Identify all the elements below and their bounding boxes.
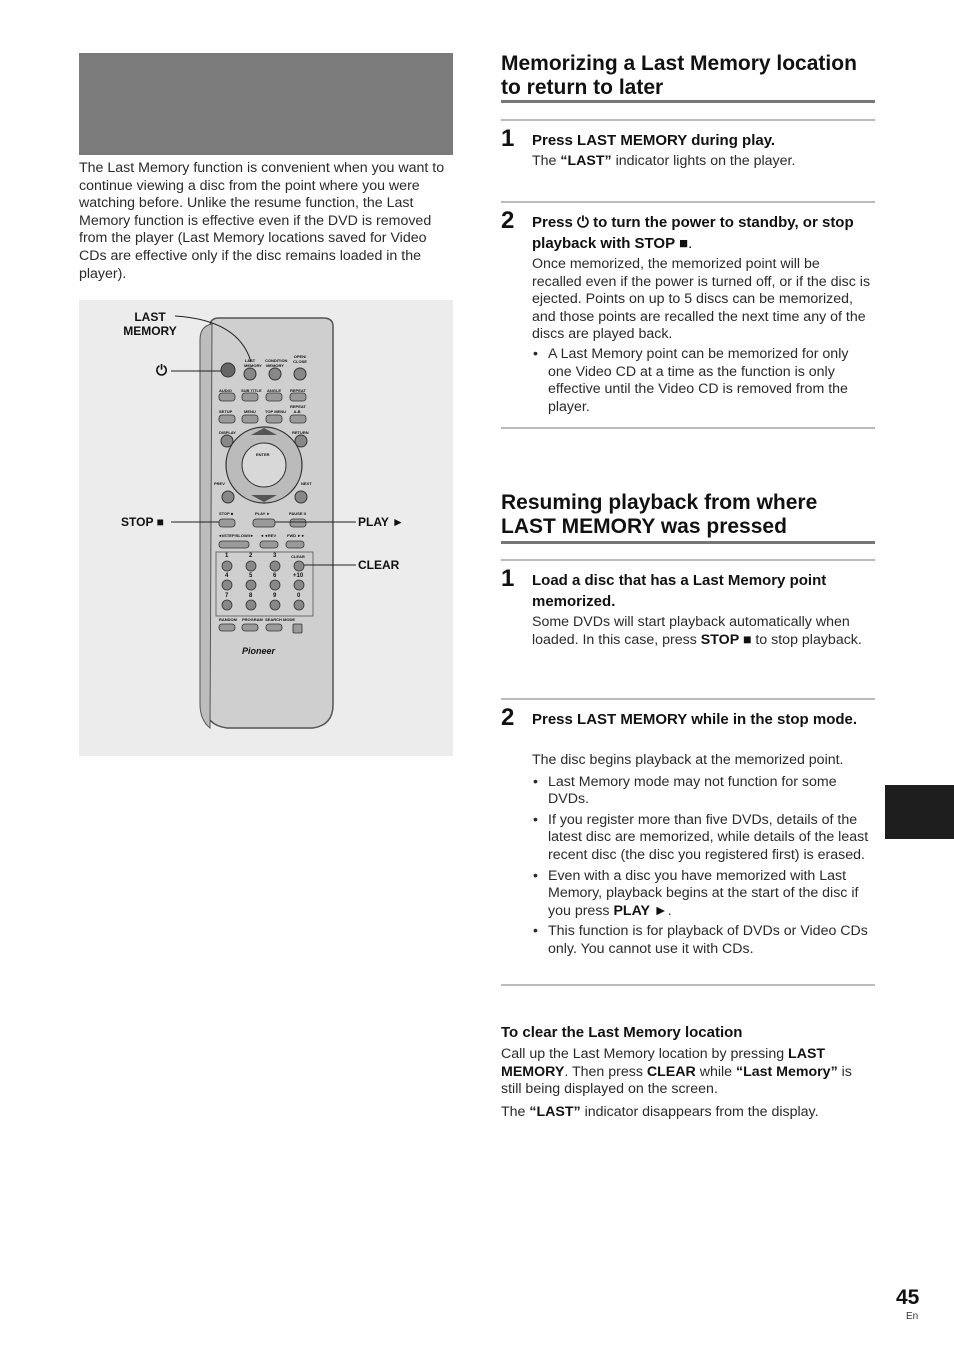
remote-key-9: 9 xyxy=(273,593,277,599)
page-number: 45 xyxy=(896,1286,920,1309)
remote-key-plus10: +10 xyxy=(293,573,304,579)
clear-section-paragraph-2: The “LAST” indicator disappears from the display. xyxy=(501,1104,819,1120)
remote-key-2: 2 xyxy=(249,553,253,559)
page-language: En xyxy=(906,1311,919,1322)
callout-play: PLAY ► xyxy=(358,515,404,529)
remote-label-top-menu: TOP MENU xyxy=(265,409,286,414)
remote-label-condition-memory: CONDITION MEMORY xyxy=(265,358,288,368)
clear-section-paragraph-1: Call up the Last Memory location by pressing LAST MEMORY. Then press CLEAR while “Last Memory” is still being displayed on the screen. xyxy=(501,1046,852,1098)
remote-label-pause: PAUSE II xyxy=(289,511,306,516)
remote-key-8: 8 xyxy=(249,593,253,599)
list-item: • Last Memory mode may not function for some DVDs. xyxy=(532,774,874,809)
remote-label-last-memory: LAST MEMORY xyxy=(244,358,262,368)
callout-power-icon: ⏻ xyxy=(156,362,168,378)
list-item: • A Last Memory point can be memorized for only one Video CD at a time as the function is only effective until the Video CD is removed from the player. xyxy=(532,346,872,416)
step-divider xyxy=(501,201,875,203)
step-divider xyxy=(501,559,875,561)
clear-section-heading: To clear the Last Memory location xyxy=(501,1024,743,1041)
list-item: • Even with a disc you have memorized with Last Memory, playback begins at the start of the disc if you press PLAY ►. xyxy=(532,868,874,921)
section1-heading-rule xyxy=(501,100,875,103)
section2-heading-rule xyxy=(501,541,875,544)
s2-step2-number: 2 xyxy=(501,704,515,731)
remote-label-display: DISPLAY xyxy=(219,430,236,435)
s2-step1-title: Load a disc that has a Last Memory point memorized. xyxy=(532,572,827,610)
s2-step2-body: The disc begins playback at the memorized point. • Last Memory mode may not function for some DVDs. • If you register more than five DVDs, details of the latest disc are memorized, while details of the least recent disc (the disc you registered first) is erased. • Even with a disc you have memorized with Last Memory, playback begins at the start of the disc if you press PLAY ►. • This function is for playback of DVDs or Video CDs only. You cannot use it with CDs. xyxy=(532,752,874,962)
s2-step1-number: 1 xyxy=(501,565,515,592)
remote-label-audio: AUDIO xyxy=(219,388,232,393)
remote-label-enter: ENTER xyxy=(256,452,270,457)
remote-key-7: 7 xyxy=(225,593,229,599)
s1-step1-title: Press LAST MEMORY during play. xyxy=(532,132,776,149)
remote-label-step-slow: ◄I/STEP/SLOW/I► xyxy=(218,533,254,538)
list-item: • This function is for playback of DVDs or Video CDs only. You cannot use it with CDs. xyxy=(532,923,874,958)
intro-paragraph: The Last Memory function is convenient when you want to continue viewing a disc from the point where you were watching before. Unlike the resume function, the Last Memory function is effective even if the DVD is removed from the player (Last Memory locations saved for Video CDs are effective only if the disc remains loaded in the player). xyxy=(79,160,445,282)
remote-label-next: NEXT xyxy=(301,481,312,486)
step-divider xyxy=(501,119,875,121)
remote-key-5: 5 xyxy=(249,573,253,579)
remote-label-open-close: OPEN/ CLOSE xyxy=(293,354,307,364)
remote-label-angle: ANGLE xyxy=(267,388,281,393)
remote-label-fwd: FWD ►► xyxy=(287,533,306,538)
s2-step2-title: Press LAST MEMORY while in the stop mode. xyxy=(532,711,858,728)
chapter-tab xyxy=(885,785,954,839)
remote-key-0: 0 xyxy=(297,593,301,599)
remote-label-program: PROGRAM xyxy=(242,617,263,622)
s1-step1-number: 1 xyxy=(501,125,515,152)
step-divider xyxy=(501,427,875,429)
remote-label-repeat: REPEAT xyxy=(290,388,306,393)
remote-key-6: 6 xyxy=(273,573,277,579)
section1-heading: Memorizing a Last Memory location to return to later xyxy=(501,52,857,99)
remote-label-return: RETURN xyxy=(292,430,309,435)
remote-label-setup: SETUP xyxy=(219,409,233,414)
callout-last-memory: LAST MEMORY xyxy=(123,310,177,338)
remote-brand-logo: Pioneer xyxy=(242,646,276,656)
power-icon: ⏻ xyxy=(577,214,589,231)
remote-control-figure xyxy=(79,300,453,756)
section-title-banner xyxy=(79,53,453,155)
remote-label-menu: MENU xyxy=(244,409,256,414)
s1-step2-body: Once memorized, the memorized point will be recalled even if the power is turned off, or if the disc is ejected. Points on up to 5 discs can be memorized, and those points are recalled the next time any of the discs are played back. • A Last Memory point can be memorized for only one Video CD at a time as the function is only effective until the Video CD is removed from the player. xyxy=(532,256,872,419)
remote-label-play: PLAY ► xyxy=(255,511,271,516)
remote-label-rev: ◄◄REV xyxy=(260,533,277,538)
remote-label-random: RANDOM xyxy=(219,617,237,622)
s1-step1-body: The “LAST” indicator lights on the player. xyxy=(532,153,796,169)
s1-step2-number: 2 xyxy=(501,207,515,234)
callout-clear: CLEAR xyxy=(358,558,400,572)
remote-label-subtitle: SUB TITLE xyxy=(241,388,262,393)
s1-step2-title: Press ⏻ to turn the power to standby, or stop playback with STOP ■. xyxy=(532,214,854,252)
remote-key-3: 3 xyxy=(273,553,277,559)
section2-heading: Resuming playback from where LAST MEMORY was pressed xyxy=(501,491,818,538)
remote-key-clear: CLEAR xyxy=(291,554,305,559)
step-divider xyxy=(501,984,875,986)
step-divider xyxy=(501,698,875,700)
callout-stop: STOP ■ xyxy=(121,515,164,529)
remote-label-prev: PREV xyxy=(214,481,225,486)
remote-key-4: 4 xyxy=(225,573,229,579)
list-item: • If you register more than five DVDs, details of the latest disc are memorized, while details of the least recent disc (the disc you registered first) is erased. xyxy=(532,812,874,865)
s2-step1-body: Some DVDs will start playback automatically when loaded. In this case, press STOP ■ to stop playback. xyxy=(532,614,862,648)
remote-key-1: 1 xyxy=(225,553,229,559)
remote-label-repeat-ab: REPEAT A-B xyxy=(290,404,306,414)
remote-label-search-mode: SEARCH MODE xyxy=(265,617,296,622)
remote-label-stop: STOP ■ xyxy=(219,511,234,516)
